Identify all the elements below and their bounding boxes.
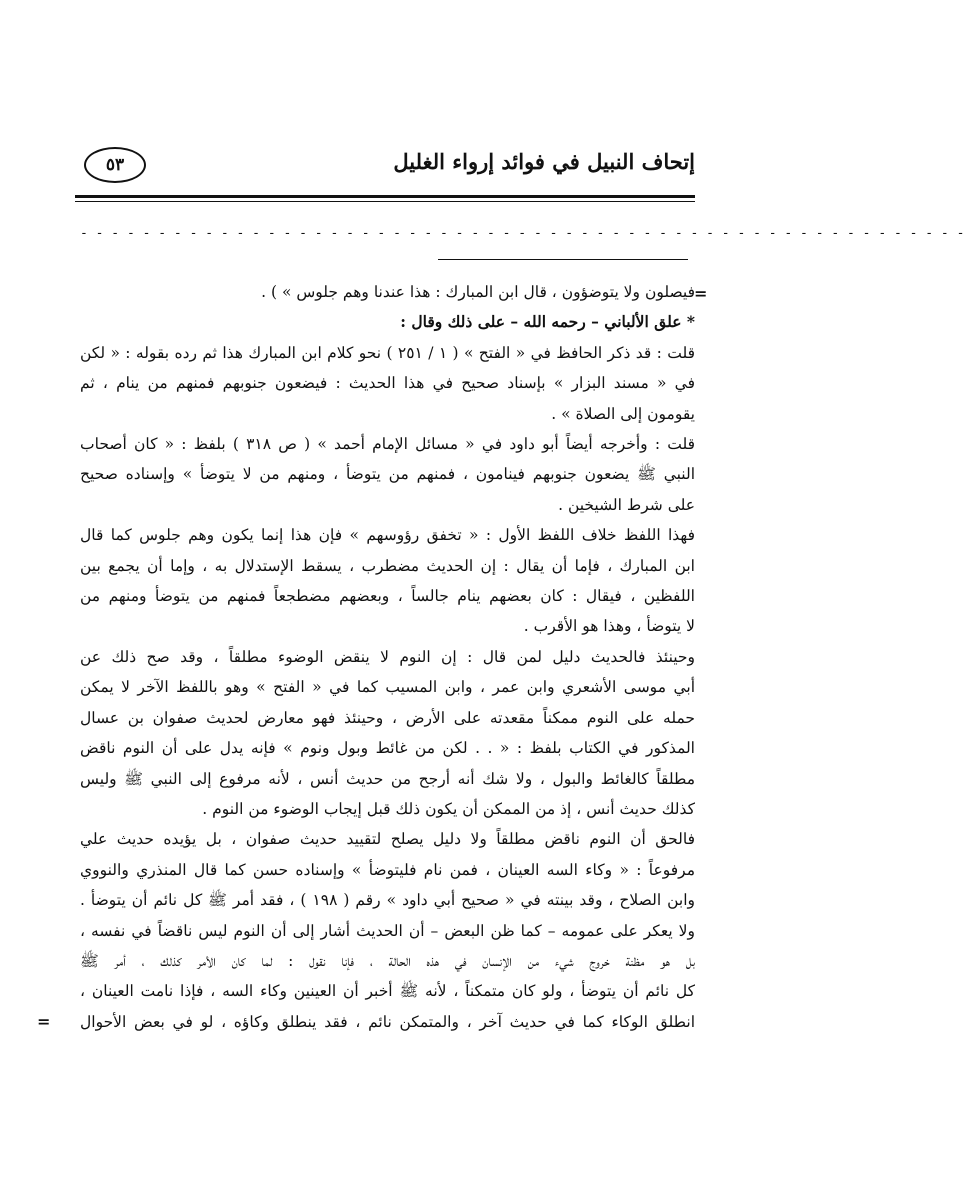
header-rule-thick — [75, 195, 695, 198]
text-line: وابن الصلاح ، وقد بينته في « صحيح أبي داود » رقم ( ١٩٨ ) ، فقد أمر ﷺ كل نائم أن يتوضأ . — [80, 891, 696, 910]
text-line: النبي ﷺ يضعون جنوبهم فينامون ، فمنهم من يتوضأ ، ومنهم من لا يتوضأ » وإسناده صحيح — [80, 465, 695, 484]
text-line: قلت : وأخرجه أيضاً أبو داود في « مسائل الإمام أحمد » ( ص ٣١٨ ) بلفظ : « كان أصحاب — [80, 435, 695, 454]
body-text — [80, 277, 695, 1037]
dashed-separator: - - - - - - - - - - - - - - - - - - - - - - - - - - - - - - - - - - - - - - - - - - - - - - - - - - - - - - - - - — [80, 226, 964, 241]
text-line: في « مسند البزار » بإسناد صحيح في هذا الحديث : فيضعون جنوبهم فمنهم من ينام ، ثم — [80, 374, 695, 393]
header-rule-thin — [75, 201, 695, 202]
text-line: فيصلون ولا يتوضؤون ، قال ابن المبارك : هذا عندنا وهم جلوس » ) . — [261, 283, 695, 301]
text-line: فهذا اللفظ خلاف اللفظ الأول : « تخفق رؤوسهم » فإن هذا إنما يكون وهم جلوس كما قال — [80, 526, 695, 545]
text-line: انطلق الوكاء كما في حديث آخر ، والمتمكن نائم ، فقد ينطلق وكاؤه ، لو في بعض الأحوال — [80, 1012, 695, 1031]
text-line: مرفوعاً : « وكاء السه العينان ، فمن نام فليتوضأ » وإسناده حسن كما قال المنذري والنووي — [80, 860, 695, 879]
text-line: ولا يعكر على عمومه – كما ظن البعض – أن الحديث أشار إلى أن النوم ليس ناقضاً في نفسه ، — [80, 921, 695, 940]
text-line: على شرط الشيخين . — [558, 495, 695, 514]
text-line: بل هو مظنة خروج شيء من الإنسان في هذه الحالة ، فإنا نقول : لما كان الأمر كذلك ، أمر ﷺ — [80, 951, 695, 970]
footnote-rule — [438, 259, 688, 260]
text-line: يقومون إلى الصلاة » . — [551, 404, 695, 423]
text-line: حمله على النوم ممكناً مقعدته على الأرض ، وحينئذ فهو معارض لحديث صفوان بن عسال — [80, 708, 695, 727]
text-line: مطلقاً كالغائط والبول ، ولا شك أنه أرجح من حديث أنس ، لأنه مرفوع إلى النبي ﷺ وليس — [80, 769, 695, 788]
section-heading: * علق الألباني – رحمه الله – على ذلك وقال : — [400, 312, 695, 332]
page-number-oval — [84, 147, 146, 183]
text-line: لا يتوضأ ، وهذا هو الأقرب . — [523, 617, 695, 636]
text-line: وحينئذ فالحديث دليل لمن قال : إن النوم لا ينقض الوضوء مطلقاً ، وقد صح ذلك عن — [80, 647, 695, 666]
page-header — [80, 145, 695, 185]
page-number: ٥٣ — [105, 155, 125, 175]
text-line: كذلك حديث أنس ، إذ من الممكن أن يكون ذلك قبل إيجاب الوضوء من النوم . — [202, 799, 695, 818]
text-line: فالحق أن النوم ناقض مطلقاً ولا دليل يصلح لتقييد حديث صفوان ، بل يؤيده حديث علي — [80, 830, 695, 849]
text-line: كل نائم أن يتوضأ ، ولو كان متمكناً ، لأنه ﷺ أخبر أن العينين وكاء السه ، فإذا نامت العينان ، — [80, 982, 695, 1001]
text-line: قلت : قد ذكر الحافظ في « الفتح » ( ١ / ٢٥١ ) نحو كلام ابن المبارك هذا ثم رده بقوله : « لكن — [80, 343, 696, 362]
text-line: ابن المبارك ، فإما أن يقال : إن الحديث مضطرب ، يسقط الإستدلال به ، وإما أن يجمع بين — [80, 556, 695, 575]
text-line: أبي موسى الأشعري وابن عمر ، وابن المسيب كما في « الفتح » وهو باللفظ الآخر لا يمكن — [80, 678, 695, 697]
book-title: إتحاف النبيل في فوائد إرواء الغليل — [393, 149, 695, 174]
continuation-mark-top: = — [694, 284, 708, 303]
text-line: المذكور في الكتاب بلفظ : « . . لكن من غائط وبول ونوم » فإنه يدل على أن النوم ناقض — [80, 739, 695, 758]
continuation-mark-bottom: = — [37, 1012, 51, 1031]
text-line: اللفظين ، فيقال : كان بعضهم ينام جالساً ، وبعضهم مضطجعاً فمنهم من يتوضأ ومنهم من — [80, 587, 695, 606]
